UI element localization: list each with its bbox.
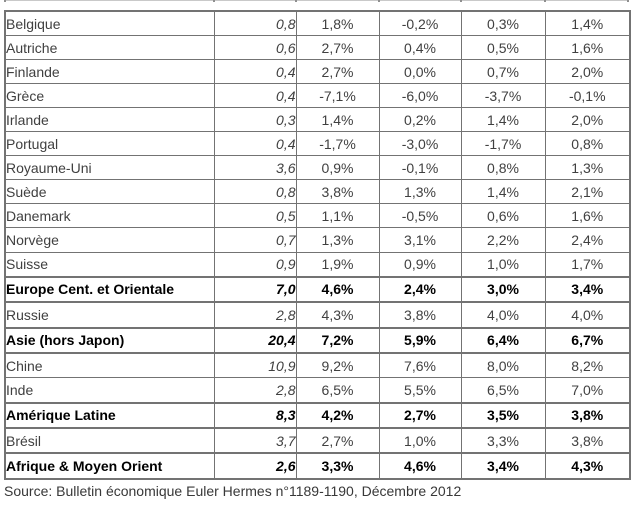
weight-cell: 3,6: [214, 156, 296, 180]
growth-cell: 3,8%: [545, 403, 630, 428]
growth-cell: 1,9%: [296, 252, 379, 277]
growth-cell: 4,2%: [296, 403, 379, 428]
table-row: [5, 36, 630, 60]
growth-cell: 2,7%: [296, 36, 379, 60]
remnant-tick: [378, 0, 380, 2]
growth-cell: 2,7%: [296, 60, 379, 84]
weight-cell: 8,3: [214, 403, 296, 428]
growth-cell: 3,8%: [296, 180, 379, 204]
growth-cell: 4,0%: [461, 302, 545, 327]
weight-cell: 2,8: [214, 378, 296, 403]
weight-cell: 10,9: [214, 353, 296, 378]
remnant-tick: [295, 0, 297, 2]
growth-cell: -1,7%: [296, 132, 379, 156]
table-row: [5, 453, 630, 479]
table-row: [5, 403, 630, 428]
region-cell: Russie: [5, 302, 214, 327]
table-body: [5, 11, 630, 479]
region-cell: Afrique & Moyen Orient: [5, 453, 214, 479]
growth-cell: 4,3%: [545, 453, 630, 479]
growth-cell: 0,2%: [379, 108, 461, 132]
weight-cell: 3,7: [214, 428, 296, 453]
growth-table: [4, 10, 631, 480]
weight-cell: 2,8: [214, 302, 296, 327]
growth-cell: 2,1%: [545, 180, 630, 204]
table-row: [5, 353, 630, 378]
region-cell: Danemark: [5, 204, 214, 228]
growth-cell: 1,3%: [545, 156, 630, 180]
table-row: [5, 204, 630, 228]
growth-cell: 3,4%: [545, 277, 630, 302]
growth-cell: 0,7%: [461, 60, 545, 84]
growth-cell: 2,0%: [545, 60, 630, 84]
weight-cell: 0,4: [214, 60, 296, 84]
growth-cell: 9,2%: [296, 353, 379, 378]
growth-cell: 7,2%: [296, 328, 379, 353]
growth-cell: 1,3%: [296, 228, 379, 252]
weight-cell: 20,4: [214, 328, 296, 353]
growth-cell: 6,5%: [461, 378, 545, 403]
region-cell: Amérique Latine: [5, 403, 214, 428]
table-row: [5, 378, 630, 403]
region-cell: Europe Cent. et Orientale: [5, 277, 214, 302]
growth-cell: -3,7%: [461, 84, 545, 108]
growth-cell: 1,0%: [379, 428, 461, 453]
growth-cell: 2,0%: [545, 108, 630, 132]
growth-cell: 6,5%: [296, 378, 379, 403]
growth-cell: 6,7%: [545, 328, 630, 353]
growth-cell: 0,8%: [545, 132, 630, 156]
table-row: [5, 252, 630, 277]
table-row: [5, 277, 630, 302]
growth-cell: 5,9%: [379, 328, 461, 353]
source-note: Source: Bulletin économique Euler Hermes n°1189-1190, Décembre 2012: [4, 483, 462, 499]
growth-cell: 1,6%: [545, 204, 630, 228]
weight-cell: 0,4: [214, 132, 296, 156]
growth-cell: 2,4%: [379, 277, 461, 302]
growth-cell: 1,3%: [379, 180, 461, 204]
growth-cell: 0,5%: [461, 36, 545, 60]
growth-cell: 1,0%: [461, 252, 545, 277]
growth-cell: -0,1%: [379, 156, 461, 180]
weight-cell: 0,8: [214, 180, 296, 204]
region-cell: Finlande: [5, 60, 214, 84]
remnant-tick: [627, 0, 629, 2]
growth-cell: 0,3%: [461, 11, 545, 36]
weight-cell: 0,7: [214, 228, 296, 252]
table-row: [5, 11, 630, 36]
table-row: [5, 60, 630, 84]
region-cell: Autriche: [5, 36, 214, 60]
growth-cell: 4,6%: [379, 453, 461, 479]
growth-cell: 6,4%: [461, 328, 545, 353]
growth-cell: 4,3%: [296, 302, 379, 327]
growth-cell: -0,1%: [545, 84, 630, 108]
growth-cell: 7,6%: [379, 353, 461, 378]
region-cell: Suisse: [5, 252, 214, 277]
growth-cell: 0,0%: [379, 60, 461, 84]
growth-cell: 1,4%: [461, 108, 545, 132]
weight-cell: 0,4: [214, 84, 296, 108]
growth-cell: 7,0%: [545, 378, 630, 403]
region-cell: Grèce: [5, 84, 214, 108]
growth-cell: 3,8%: [545, 428, 630, 453]
growth-cell: 4,0%: [545, 302, 630, 327]
growth-cell: 2,4%: [545, 228, 630, 252]
growth-cell: 3,3%: [461, 428, 545, 453]
growth-cell: 1,4%: [545, 11, 630, 36]
region-cell: Inde: [5, 378, 214, 403]
growth-cell: 1,4%: [461, 180, 545, 204]
growth-cell: 0,9%: [296, 156, 379, 180]
region-cell: Royaume-Uni: [5, 156, 214, 180]
table-row: [5, 328, 630, 353]
remnant-tick: [460, 0, 462, 2]
weight-cell: 0,6: [214, 36, 296, 60]
table-row: [5, 156, 630, 180]
region-cell: Portugal: [5, 132, 214, 156]
growth-cell: 2,7%: [379, 403, 461, 428]
growth-cell: 3,0%: [461, 277, 545, 302]
growth-cell: 5,5%: [379, 378, 461, 403]
growth-cell: 2,2%: [461, 228, 545, 252]
growth-cell: 3,1%: [379, 228, 461, 252]
region-cell: Irlande: [5, 108, 214, 132]
growth-cell: -3,0%: [379, 132, 461, 156]
table-row: [5, 132, 630, 156]
remnant-tick: [4, 0, 6, 2]
growth-cell: 1,6%: [545, 36, 630, 60]
growth-cell: 1,8%: [296, 11, 379, 36]
table-row: [5, 428, 630, 453]
weight-cell: 0,3: [214, 108, 296, 132]
table-row: [5, 180, 630, 204]
region-cell: Belgique: [5, 11, 214, 36]
weight-cell: 7,0: [214, 277, 296, 302]
growth-cell: 1,4%: [296, 108, 379, 132]
growth-cell: 3,4%: [461, 453, 545, 479]
region-cell: Chine: [5, 353, 214, 378]
growth-cell: 0,9%: [379, 252, 461, 277]
weight-cell: 0,9: [214, 252, 296, 277]
growth-cell: 1,1%: [296, 204, 379, 228]
growth-cell: 4,6%: [296, 277, 379, 302]
growth-cell: 0,4%: [379, 36, 461, 60]
region-cell: Asie (hors Japon): [5, 328, 214, 353]
growth-cell: 8,2%: [545, 353, 630, 378]
growth-cell: 3,3%: [296, 453, 379, 479]
cropped-row-remnant: [4, 0, 629, 2]
growth-cell: 3,5%: [461, 403, 545, 428]
growth-cell: -1,7%: [461, 132, 545, 156]
weight-cell: 0,5: [214, 204, 296, 228]
growth-cell: -6,0%: [379, 84, 461, 108]
weight-cell: 2,6: [214, 453, 296, 479]
growth-cell: 1,7%: [545, 252, 630, 277]
growth-cell: 0,6%: [461, 204, 545, 228]
growth-cell: 2,7%: [296, 428, 379, 453]
remnant-tick: [213, 0, 215, 2]
remnant-line: [4, 0, 629, 1]
table-row: [5, 84, 630, 108]
weight-cell: 0,8: [214, 11, 296, 36]
growth-cell: 8,0%: [461, 353, 545, 378]
remnant-tick: [544, 0, 546, 2]
region-cell: Brésil: [5, 428, 214, 453]
growth-cell: 0,8%: [461, 156, 545, 180]
table-row: [5, 108, 630, 132]
growth-cell: -0,5%: [379, 204, 461, 228]
region-cell: Norvège: [5, 228, 214, 252]
growth-cell: -0,2%: [379, 11, 461, 36]
table-row: [5, 228, 630, 252]
growth-cell: -7,1%: [296, 84, 379, 108]
table-row: [5, 302, 630, 327]
region-cell: Suède: [5, 180, 214, 204]
growth-cell: 3,8%: [379, 302, 461, 327]
